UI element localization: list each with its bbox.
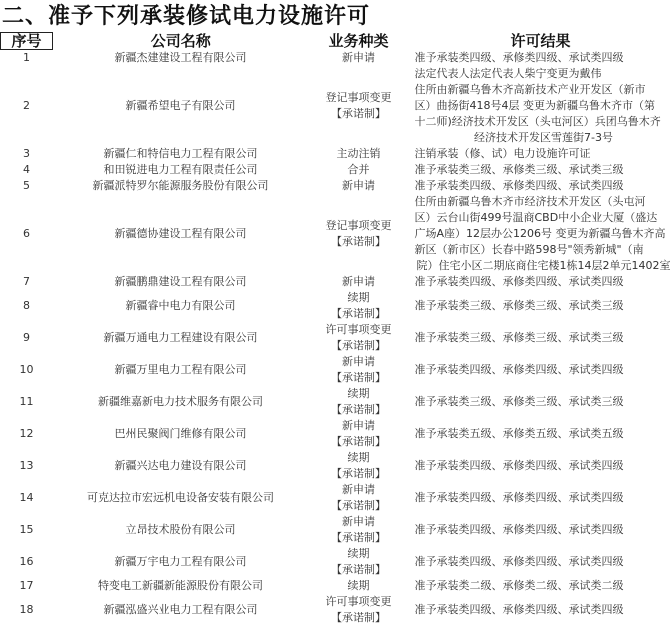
row-business — [309, 546, 409, 578]
row-seq: 16 — [1, 546, 53, 578]
row-business — [309, 322, 409, 354]
result-line: 区）云台山街499号温商CBD中小企业大厦（盛达 — [415, 210, 672, 226]
result-line: 住所由新疆乌鲁木齐高新技术产业开发区（新市 — [415, 82, 672, 98]
table-row — [1, 354, 672, 386]
result-line: 新区（新市区）长春中路598号"领秀新城"（南 — [415, 242, 672, 258]
business-line: 续期 — [309, 450, 409, 466]
result-line: 准予承装类四级、承修类四级、承试类四级 — [415, 50, 672, 66]
result-line: 准予承装类三级、承修类三级、承试类三级 — [415, 330, 672, 346]
result-line: 准予承装类三级、承修类三级、承试类三级 — [415, 162, 672, 178]
business-line: 新申请 — [309, 418, 409, 434]
row-business — [309, 194, 409, 274]
row-company: 立昂技术股份有限公司 — [53, 514, 309, 546]
result-line: 院）住宅小区二期底商住宅楼1栋14层2单元1402室 — [415, 258, 672, 274]
result-line: 经济技术开发区雪莲街7-3号 — [415, 130, 672, 146]
row-result — [409, 482, 672, 514]
row-seq: 2 — [1, 66, 53, 146]
row-company: 新疆鹏鼎建设工程有限公司 — [53, 274, 309, 290]
result-line: 准予承装类四级、承修类四级、承试类四级 — [415, 522, 672, 538]
row-business — [309, 146, 409, 162]
business-line: 登记事项变更 — [309, 90, 409, 106]
row-business — [309, 578, 409, 594]
row-company: 特变电工新疆新能源股份有限公司 — [53, 578, 309, 594]
row-business — [309, 50, 409, 67]
row-company: 新疆杰建建设工程有限公司 — [53, 50, 309, 67]
row-result — [409, 594, 672, 626]
business-line: 续期 — [309, 386, 409, 402]
business-line: 许可事项变更 — [309, 322, 409, 338]
row-business — [309, 354, 409, 386]
row-result — [409, 514, 672, 546]
row-seq: 3 — [1, 146, 53, 162]
business-line: 续期 — [309, 578, 409, 594]
business-line: 新申请 — [309, 274, 409, 290]
permit-table — [0, 32, 672, 626]
result-line: 准予承装类三级、承修类三级、承试类三级 — [415, 394, 672, 410]
business-line: 【承诺制】 — [309, 434, 409, 450]
business-line: 【承诺制】 — [309, 466, 409, 482]
row-business — [309, 66, 409, 146]
row-seq: 13 — [1, 450, 53, 482]
header-company: 公司名称 — [53, 33, 309, 50]
row-company: 新疆万里电力工程有限公司 — [53, 354, 309, 386]
result-line: 十二师)经济技术开发区（头屯河区）兵团乌鲁木齐 — [415, 114, 672, 130]
business-line: 【承诺制】 — [309, 498, 409, 514]
row-seq: 12 — [1, 418, 53, 450]
table-row — [1, 50, 672, 67]
result-line: 住所由新疆乌鲁木齐市经济技术开发区（头屯河 — [415, 194, 672, 210]
table-row — [1, 290, 672, 322]
table-row — [1, 66, 672, 146]
row-result — [409, 178, 672, 194]
result-line: 准予承装类四级、承修类四级、承试类四级 — [415, 602, 672, 618]
business-line: 新申请 — [309, 354, 409, 370]
business-line: 【承诺制】 — [309, 610, 409, 626]
row-seq: 10 — [1, 354, 53, 386]
row-result — [409, 546, 672, 578]
table-row — [1, 194, 672, 274]
row-result — [409, 386, 672, 418]
business-line: 【承诺制】 — [309, 106, 409, 122]
result-line: 准予承装类四级、承修类四级、承试类四级 — [415, 490, 672, 506]
row-company: 巴州民聚阀门维修有限公司 — [53, 418, 309, 450]
row-business — [309, 418, 409, 450]
business-line: 主动注销 — [309, 146, 409, 162]
row-result — [409, 290, 672, 322]
row-seq: 7 — [1, 274, 53, 290]
table-row — [1, 594, 672, 626]
table-row — [1, 450, 672, 482]
row-company: 新疆万通电力工程建设有限公司 — [53, 322, 309, 354]
business-line: 新申请 — [309, 50, 409, 66]
table-row — [1, 514, 672, 546]
row-seq: 8 — [1, 290, 53, 322]
row-business — [309, 290, 409, 322]
row-result — [409, 194, 672, 274]
table-row — [1, 322, 672, 354]
table-row — [1, 274, 672, 290]
header-seq: 序号 — [1, 33, 53, 50]
result-line: 区）曲扬街418号4层 变更为新疆乌鲁木齐市（第 — [415, 98, 672, 114]
table-header-row — [1, 33, 672, 50]
row-seq: 6 — [1, 194, 53, 274]
business-line: 新申请 — [309, 514, 409, 530]
result-line: 准予承装类四级、承修类四级、承试类四级 — [415, 274, 672, 290]
business-line: 新申请 — [309, 482, 409, 498]
table-body — [1, 50, 672, 626]
row-result — [409, 66, 672, 146]
row-result — [409, 146, 672, 162]
row-company: 新疆万宇电力工程有限公司 — [53, 546, 309, 578]
business-line: 【承诺制】 — [309, 306, 409, 322]
row-seq: 1 — [1, 50, 53, 67]
business-line: 新申请 — [309, 178, 409, 194]
business-line: 【承诺制】 — [309, 530, 409, 546]
business-line: 续期 — [309, 546, 409, 562]
row-company: 新疆德协建设工程有限公司 — [53, 194, 309, 274]
row-business — [309, 386, 409, 418]
row-seq: 18 — [1, 594, 53, 626]
row-company: 可克达拉市宏远机电设备安装有限公司 — [53, 482, 309, 514]
header-result: 许可结果 — [409, 33, 672, 50]
row-company: 和田锐进电力工程有限责任公司 — [53, 162, 309, 178]
row-business — [309, 162, 409, 178]
row-seq: 15 — [1, 514, 53, 546]
result-line: 准予承装类四级、承修类四级、承试类四级 — [415, 458, 672, 474]
table-row — [1, 146, 672, 162]
row-business — [309, 178, 409, 194]
row-seq: 5 — [1, 178, 53, 194]
result-line: 准予承装类四级、承修类四级、承试类四级 — [415, 554, 672, 570]
table-row — [1, 386, 672, 418]
business-line: 合并 — [309, 162, 409, 178]
row-result — [409, 578, 672, 594]
row-seq: 14 — [1, 482, 53, 514]
business-line: 【承诺制】 — [309, 338, 409, 354]
row-result — [409, 450, 672, 482]
row-result — [409, 322, 672, 354]
result-line: 广场A座）12层办公1206号 变更为新疆乌鲁木齐高 — [415, 226, 672, 242]
row-result — [409, 162, 672, 178]
section-title: 二、准予下列承装修试电力设施许可 — [2, 2, 370, 32]
row-result — [409, 354, 672, 386]
result-line: 法定代表人法定代表人柴宁变更为戴伟 — [415, 66, 672, 82]
row-company: 新疆希望电子有限公司 — [53, 66, 309, 146]
row-business — [309, 450, 409, 482]
business-line: 【承诺制】 — [309, 402, 409, 418]
row-business — [309, 482, 409, 514]
business-line: 登记事项变更 — [309, 218, 409, 234]
table-row — [1, 482, 672, 514]
business-line: 【承诺制】 — [309, 370, 409, 386]
result-line: 准予承装类五级、承修类五级、承试类五级 — [415, 426, 672, 442]
row-seq: 11 — [1, 386, 53, 418]
row-company: 新疆兴达电力建设有限公司 — [53, 450, 309, 482]
business-line: 【承诺制】 — [309, 234, 409, 250]
row-company: 新疆泓盛兴业电力工程有限公司 — [53, 594, 309, 626]
table-row — [1, 546, 672, 578]
business-line: 【承诺制】 — [309, 562, 409, 578]
result-line: 准予承装类四级、承修类四级、承试类四级 — [415, 178, 672, 194]
row-business — [309, 274, 409, 290]
header-business: 业务种类 — [309, 33, 409, 50]
row-company: 新疆派特罗尔能源服务股份有限公司 — [53, 178, 309, 194]
result-line: 准予承装类三级、承修类三级、承试类三级 — [415, 298, 672, 314]
row-business — [309, 594, 409, 626]
business-line: 续期 — [309, 290, 409, 306]
row-company: 新疆睿中电力有限公司 — [53, 290, 309, 322]
business-line: 许可事项变更 — [309, 594, 409, 610]
row-seq: 9 — [1, 322, 53, 354]
table-row — [1, 578, 672, 594]
row-result — [409, 50, 672, 67]
row-company: 新疆维嘉新电力技术服务有限公司 — [53, 386, 309, 418]
table-row — [1, 162, 672, 178]
result-line: 准予承装类四级、承修类四级、承试类四级 — [415, 362, 672, 378]
row-company: 新疆仁和特信电力工程有限公司 — [53, 146, 309, 162]
row-business — [309, 514, 409, 546]
table-row — [1, 418, 672, 450]
result-line: 准予承装类二级、承修类二级、承试类二级 — [415, 578, 672, 594]
row-result — [409, 418, 672, 450]
row-seq: 17 — [1, 578, 53, 594]
row-result — [409, 274, 672, 290]
result-line: 注销承装（修、试）电力设施许可证 — [415, 146, 672, 162]
table-row — [1, 178, 672, 194]
row-seq: 4 — [1, 162, 53, 178]
